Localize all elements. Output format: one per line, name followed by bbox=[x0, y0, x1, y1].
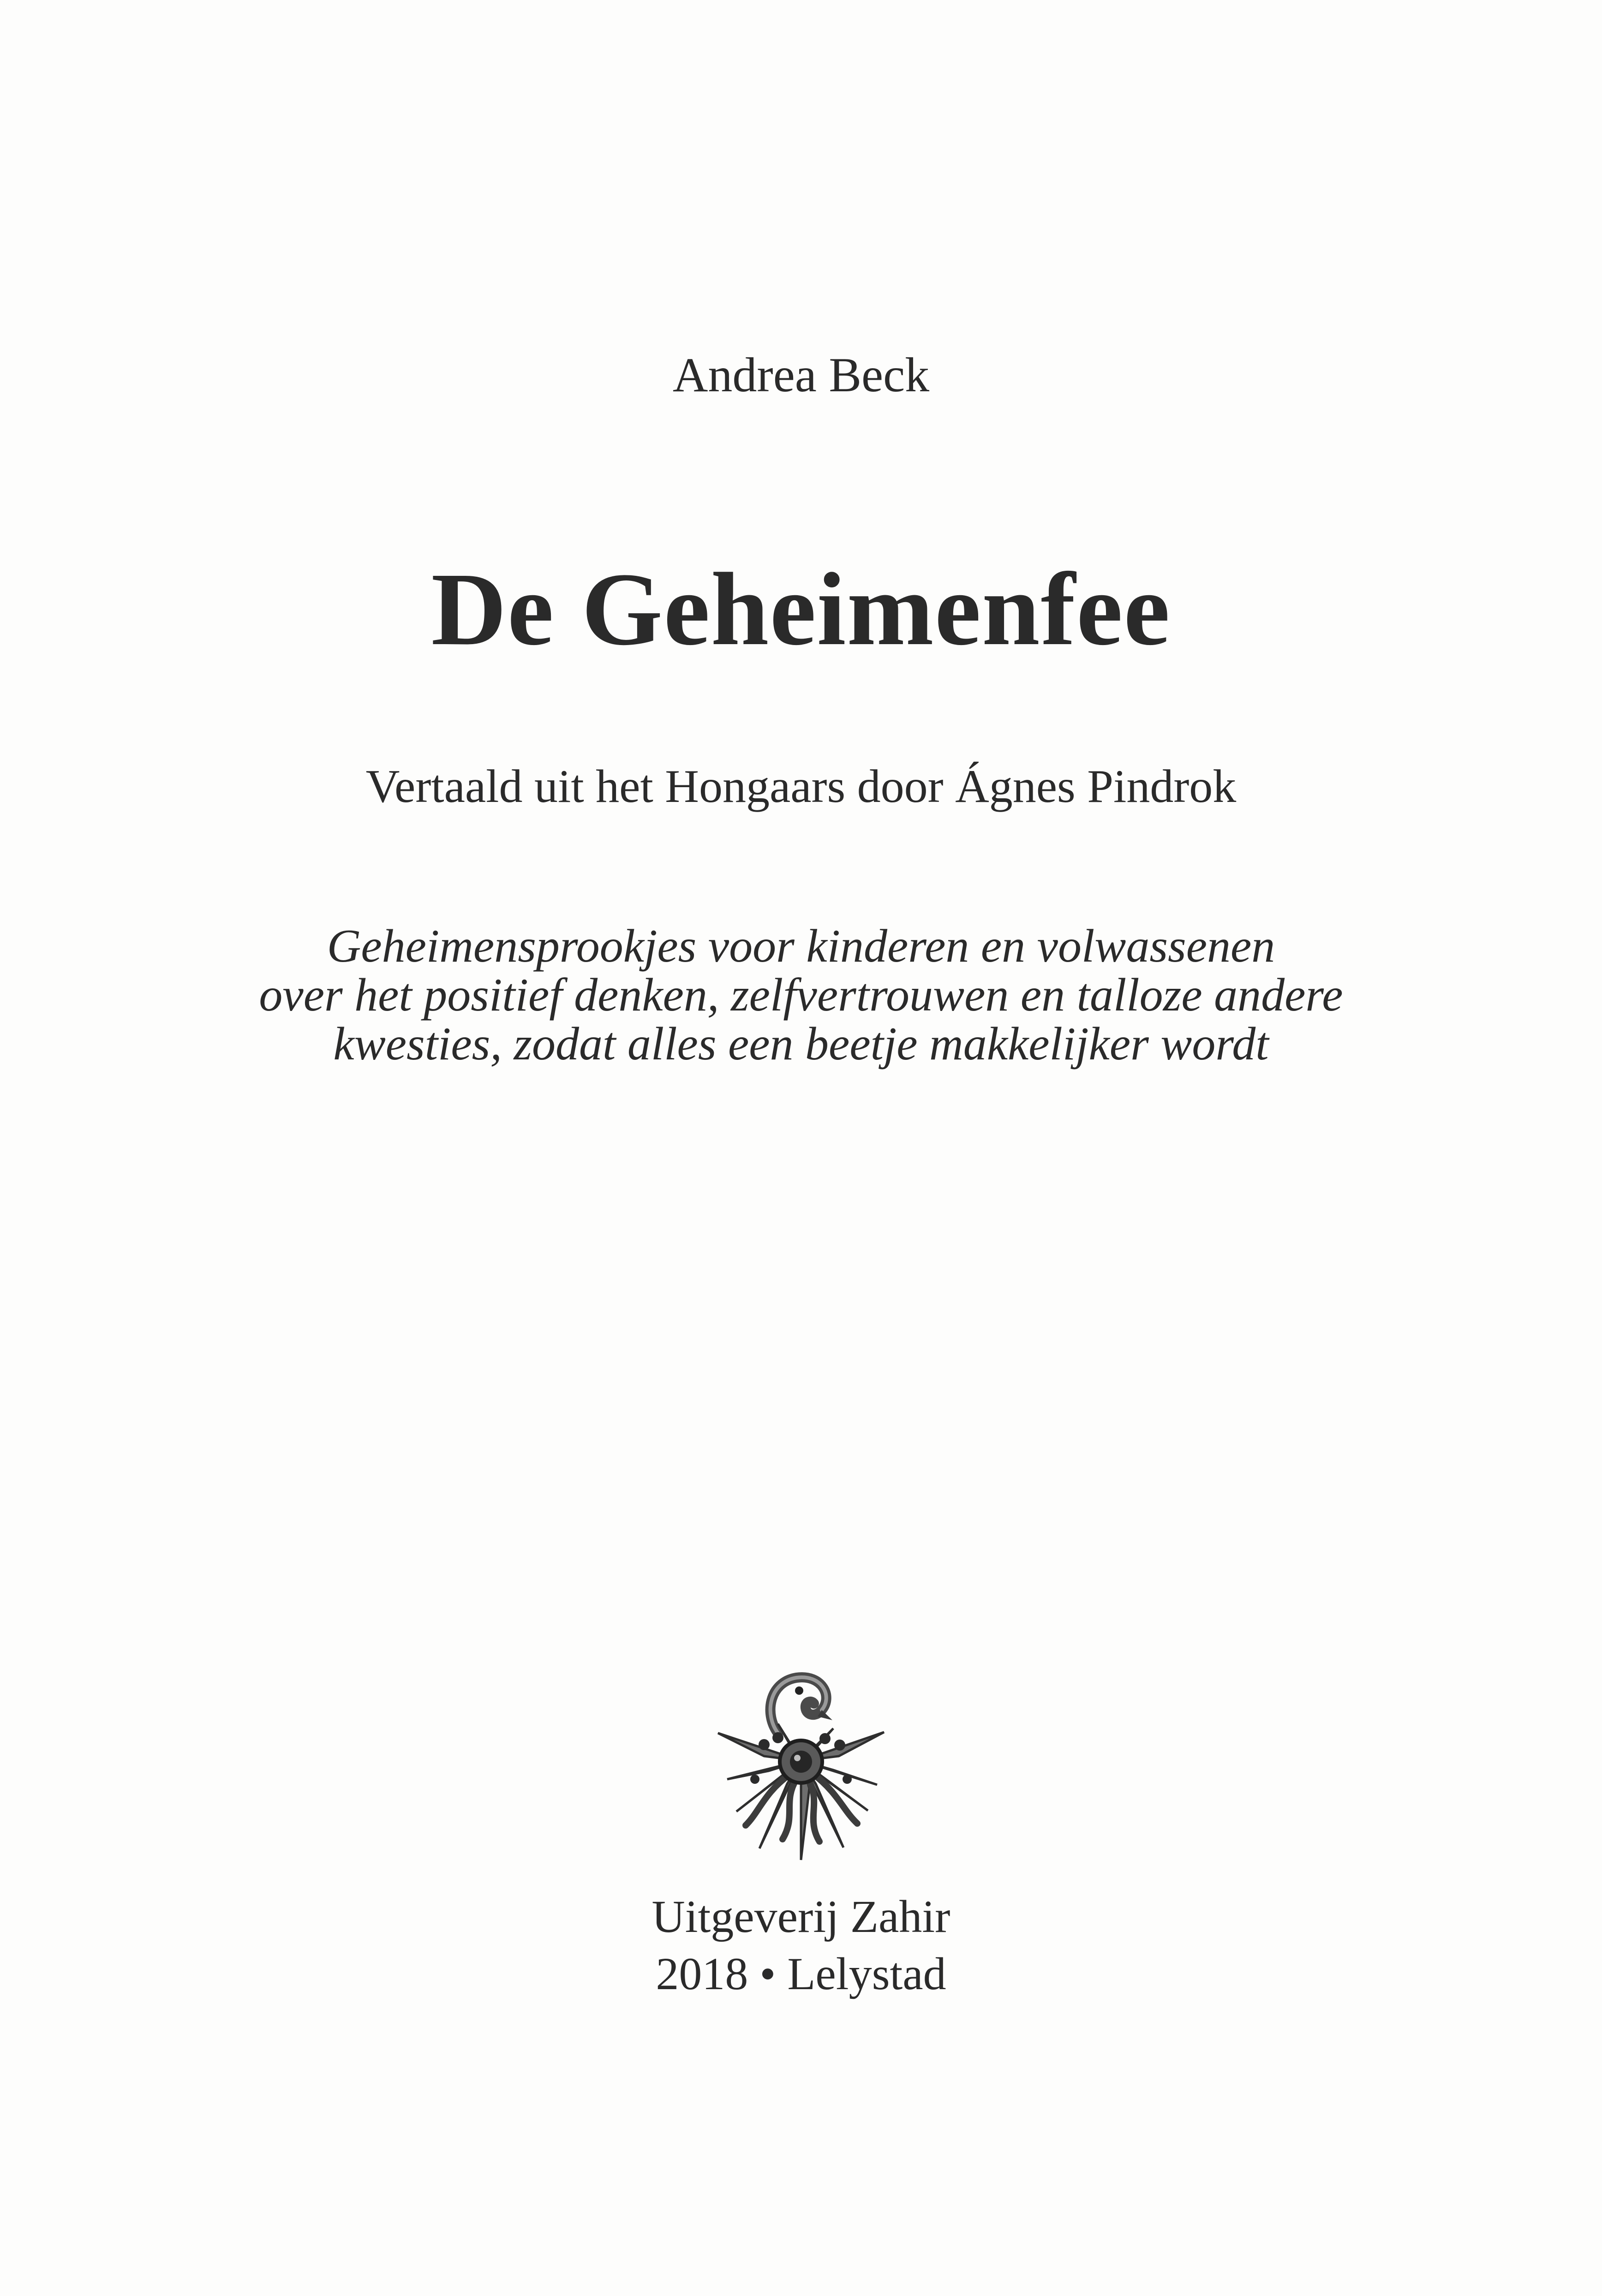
publisher-emblem-icon bbox=[709, 1664, 893, 1862]
subtitle-line: kwesties, zodat alles een beetje makkelijker wordt bbox=[333, 1018, 1269, 1070]
book-title: De Geheimenfee bbox=[431, 551, 1171, 667]
publisher-name: Uitgeverij Zahir bbox=[652, 1891, 950, 1942]
subtitle-line: over het positief denken, zelfvertrouwen en talloze andere bbox=[259, 969, 1343, 1021]
book-subtitle bbox=[0, 922, 1602, 1069]
publication-year-place: 2018 • Lelystad bbox=[656, 1948, 946, 1999]
author-name: Andrea Beck bbox=[672, 348, 930, 402]
translation-note: Vertaald uit het Hongaars door Ágnes Pindrok bbox=[365, 760, 1237, 813]
subtitle-line: Geheimensprookjes voor kinderen en volwassenen bbox=[327, 920, 1275, 972]
